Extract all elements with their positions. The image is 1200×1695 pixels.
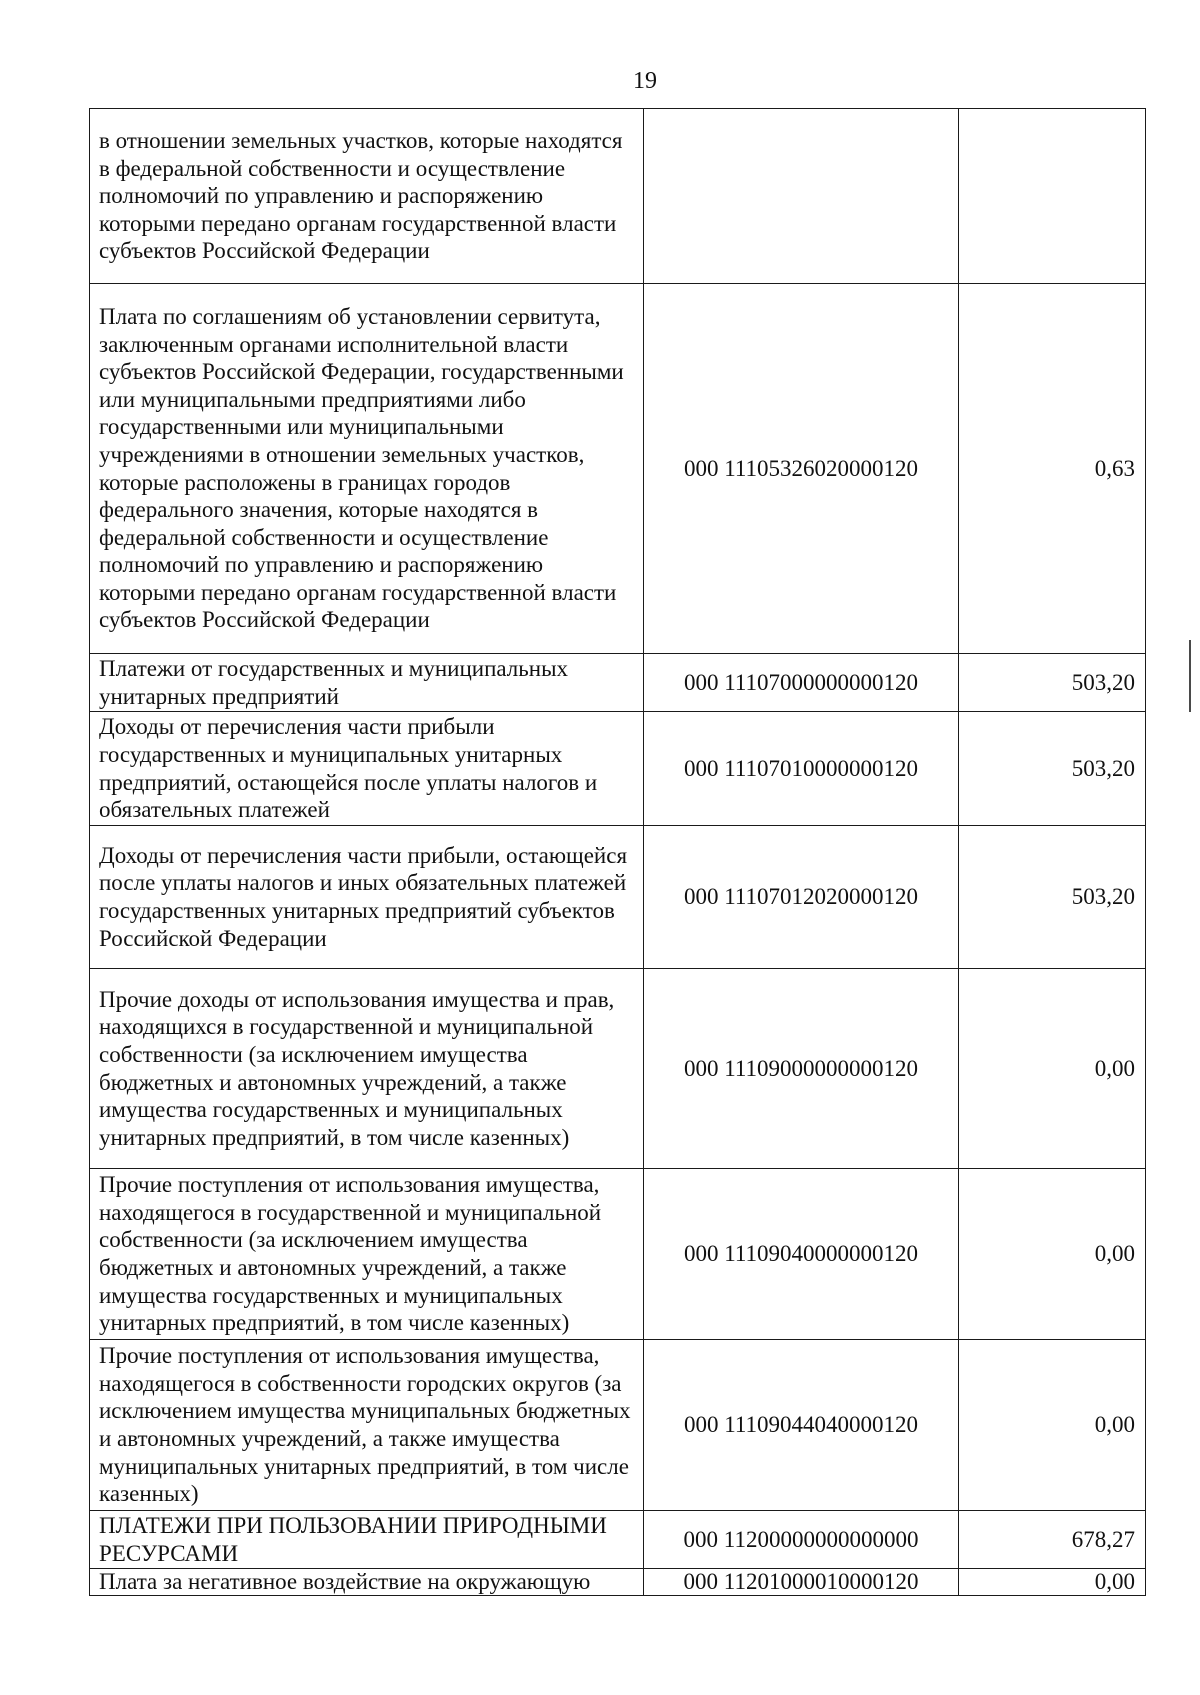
table-row <box>90 1340 1146 1511</box>
table-row <box>90 654 1146 712</box>
row-description: Плата по соглашениям об установлении сервитута, заключенным органами исполнительной власти субъектов Российской Федерации, государственными или муниципальными предприятиями либо государственными или муниципальными учреждениями в отношении земельных участков, которые расположены в границах городов федерального значения, которые находятся в федеральной собственности и осуществление полномочий по управлению и распоряжению которыми передано органам государственной власти субъектов Российской Федерации <box>90 284 644 654</box>
row-code: 000 11201000010000120 <box>644 1569 959 1596</box>
row-code: 000 11200000000000000 <box>644 1511 959 1569</box>
table-row <box>90 284 1146 654</box>
row-amount: 503,20 <box>959 826 1146 969</box>
row-code: 000 11105326020000120 <box>644 284 959 654</box>
table-row <box>90 969 1146 1169</box>
row-amount: 0,00 <box>959 1169 1146 1340</box>
row-description: Платежи от государственных и муниципальных унитарных предприятий <box>90 654 644 712</box>
row-code: 000 11109000000000120 <box>644 969 959 1169</box>
row-amount: 0,00 <box>959 1340 1146 1511</box>
row-code: 000 11107012020000120 <box>644 826 959 969</box>
row-code: 000 11107000000000120 <box>644 654 959 712</box>
row-amount: 503,20 <box>959 654 1146 712</box>
row-amount: 0,00 <box>959 1569 1146 1596</box>
row-description: Прочие поступления от использования имущества, находящегося в собственности городских округов (за исключением имущества муниципальных бюджетных и автономных учреждений, а также имущества муниципальных унитарных предприятий, в том числе казенных) <box>90 1340 644 1511</box>
row-amount: 503,20 <box>959 712 1146 826</box>
page-number: 19 <box>633 68 657 94</box>
row-code: 000 11107010000000120 <box>644 712 959 826</box>
row-amount: 678,27 <box>959 1511 1146 1569</box>
table-row <box>90 1511 1146 1569</box>
scan-margin-mark <box>1189 640 1191 712</box>
row-code: 000 11109044040000120 <box>644 1340 959 1511</box>
row-description: Прочие доходы от использования имущества и прав, находящихся в государственной и муниципальной собственности (за исключением имущества бюджетных и автономных учреждений, а также имущества государственных и муниципальных унитарных предприятий, в том числе казенных) <box>90 969 644 1169</box>
table-row <box>90 1169 1146 1340</box>
table-row <box>90 826 1146 969</box>
table-row <box>90 109 1146 284</box>
row-description: ПЛАТЕЖИ ПРИ ПОЛЬЗОВАНИИ ПРИРОДНЫМИ РЕСУРСАМИ <box>90 1511 644 1569</box>
row-description: Доходы от перечисления части прибыли, остающейся после уплаты налогов и иных обязательных платежей государственных унитарных предприятий субъектов Российской Федерации <box>90 826 644 969</box>
row-code: 000 11109040000000120 <box>644 1169 959 1340</box>
row-description: Прочие поступления от использования имущества, находящегося в государственной и муниципальной собственности (за исключением имущества бюджетных и автономных учреждений, а также имущества государственных и муниципальных унитарных предприятий, в том числе казенных) <box>90 1169 644 1340</box>
row-description: Доходы от перечисления части прибыли государственных и муниципальных унитарных предприятий, остающейся после уплаты налогов и обязательных платежей <box>90 712 644 826</box>
row-description: в отношении земельных участков, которые находятся в федеральной собственности и осуществление полномочий по управлению и распоряжению которыми передано органам государственной власти субъектов Российской Федерации <box>90 109 644 284</box>
row-amount: 0,63 <box>959 284 1146 654</box>
table-row <box>90 1569 1146 1596</box>
row-description: Плата за негативное воздействие на окружающую <box>90 1569 644 1596</box>
row-code <box>644 109 959 284</box>
table-row <box>90 712 1146 826</box>
budget-income-table <box>89 108 1146 1596</box>
row-amount: 0,00 <box>959 969 1146 1169</box>
row-amount <box>959 109 1146 284</box>
